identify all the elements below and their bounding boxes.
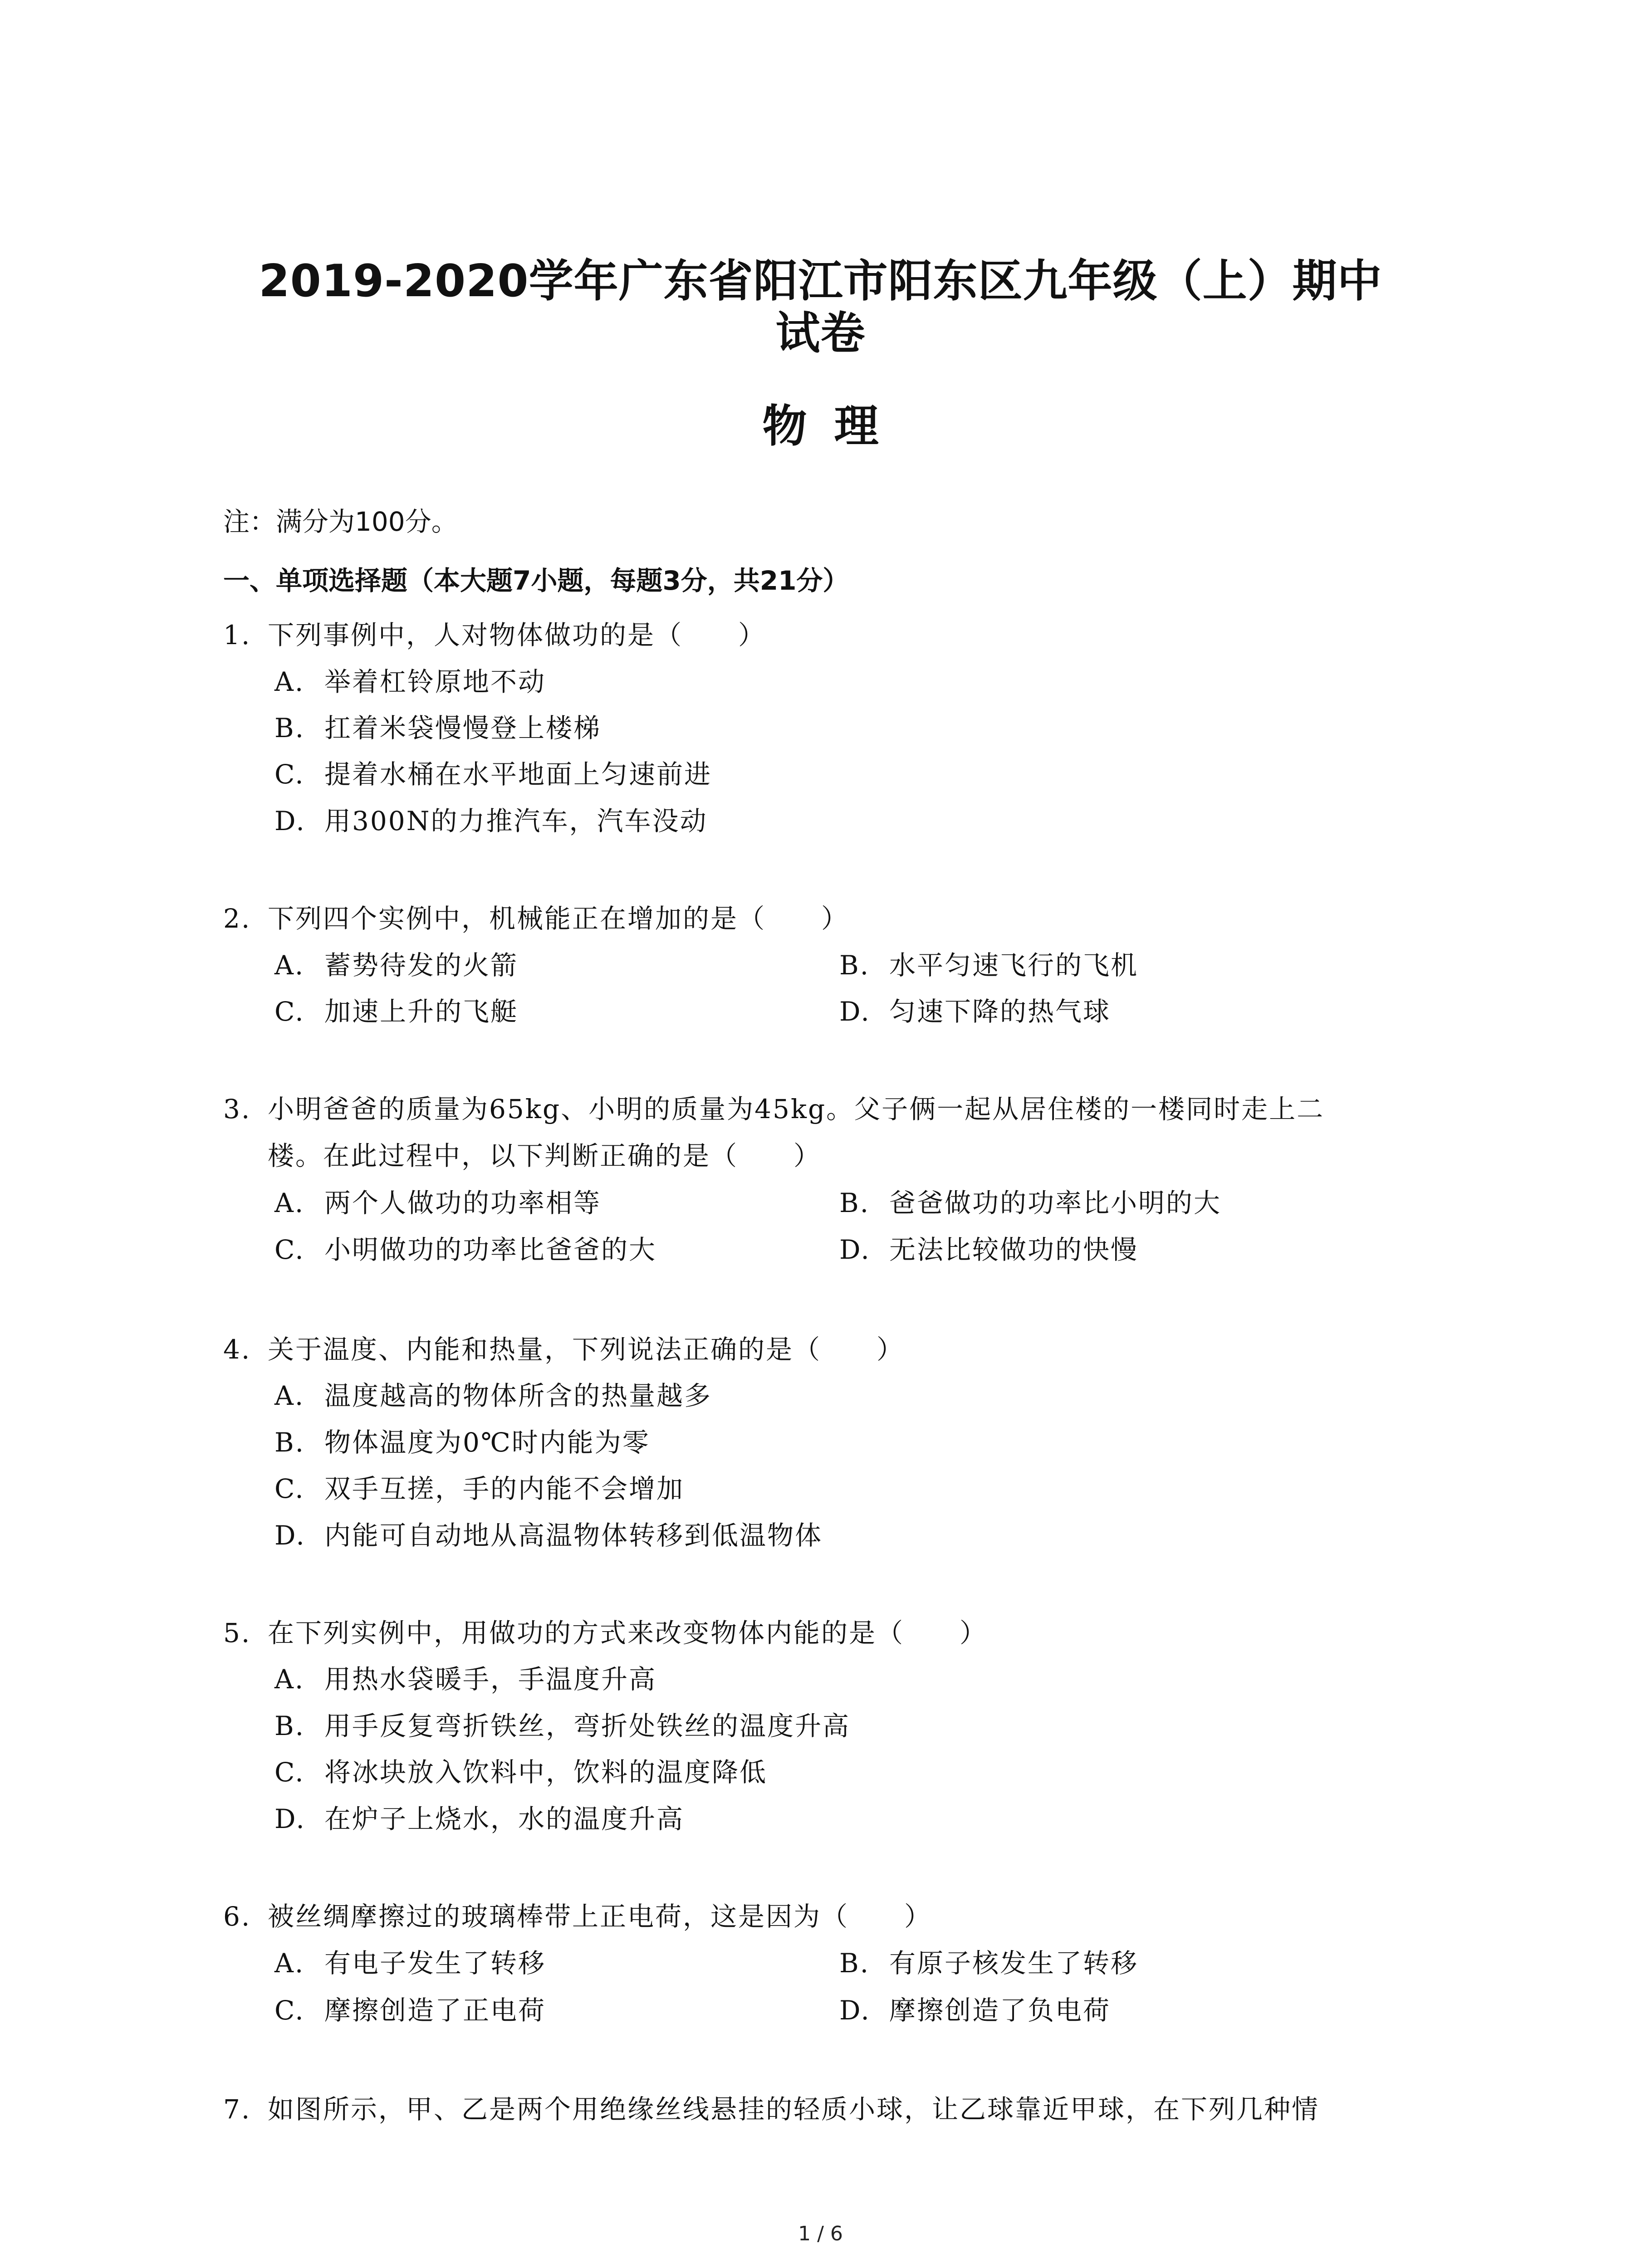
option — [274, 710, 601, 746]
exam-title: 2019-2020学年广东省阳江市阳东区九年级（上）期中 — [259, 255, 1382, 307]
option-letter: C. — [274, 1995, 305, 2026]
option-letter: A. — [274, 1188, 305, 1218]
option-text: 摩擦创造了正电荷 — [324, 1995, 546, 2026]
question-number: 7. — [223, 2094, 251, 2125]
question-stem — [223, 1331, 904, 1368]
question-stem — [223, 2091, 1319, 2127]
option-text: 在炉子上烧水，水的温度升高 — [324, 1804, 685, 1834]
subject-heading: 物理 — [762, 401, 906, 452]
option — [274, 664, 546, 700]
option — [274, 1185, 601, 1221]
option-letter: D. — [839, 1234, 871, 1265]
option-text: 物体温度为0℃时内能为零 — [324, 1427, 650, 1458]
option-letter: B. — [839, 1948, 870, 1979]
option-text: 加速上升的飞艇 — [324, 996, 519, 1027]
option-text: 用热水袋暖手，手温度升高 — [324, 1664, 657, 1695]
question-stem — [223, 1091, 1324, 1127]
option-letter: D. — [839, 1995, 871, 2026]
option — [274, 1471, 684, 1507]
exam-title-continued: 试卷 — [775, 308, 866, 359]
option — [274, 947, 518, 983]
option-text: 扛着米袋慢慢登上楼梯 — [324, 713, 602, 743]
question-stem — [223, 1615, 987, 1651]
option — [839, 1232, 1138, 1268]
option-text: 举着杠铃原地不动 — [324, 666, 546, 697]
option-text: 水平匀速飞行的飞机 — [889, 950, 1139, 981]
option-letter: A. — [274, 1380, 305, 1411]
question-stem — [223, 617, 766, 653]
option-text: 将冰块放入饮料中，饮料的温度降低 — [324, 1757, 768, 1788]
option-text: 两个人做功的功率相等 — [324, 1188, 602, 1218]
option-letter: A. — [274, 666, 305, 697]
option — [274, 1378, 712, 1414]
score-note: 注：满分为100分。 — [223, 506, 458, 537]
option-text: 有原子核发生了转移 — [889, 1948, 1139, 1979]
option-letter: D. — [274, 1804, 306, 1834]
option-text: 爸爸做功的功率比小明的大 — [889, 1188, 1222, 1218]
option-letter: C. — [274, 759, 305, 790]
option — [274, 1232, 656, 1268]
option — [274, 803, 707, 839]
option-letter: C. — [274, 1757, 305, 1788]
option-text: 用300N的力推汽车，汽车没动 — [324, 806, 708, 836]
option — [274, 1801, 684, 1837]
option-letter: C. — [274, 1234, 305, 1265]
option-letter: B. — [274, 713, 305, 743]
page-number: 1 / 6 — [798, 2222, 843, 2245]
option-text: 蓄势待发的火箭 — [324, 950, 519, 981]
question-number: 6. — [223, 1901, 251, 1932]
option-letter: D. — [839, 996, 871, 1027]
option-text: 有电子发生了转移 — [324, 1948, 546, 1979]
option — [274, 1661, 656, 1697]
option — [274, 1754, 767, 1790]
option-letter: B. — [274, 1711, 305, 1741]
option-letter: A. — [274, 1948, 305, 1979]
question-text: 小明爸爸的质量为65kg、小明的质量为45kg。父子俩一起从居住楼的一楼同时走上二 — [268, 1094, 1325, 1124]
option-text: 温度越高的物体所含的热量越多 — [324, 1380, 712, 1411]
option — [274, 1945, 546, 1981]
option-letter: B. — [839, 1188, 870, 1218]
option-letter: C. — [274, 996, 305, 1027]
question-stem — [223, 1898, 932, 1935]
option-letter: D. — [274, 806, 306, 836]
option-text: 小明做功的功率比爸爸的大 — [324, 1234, 657, 1265]
option — [274, 756, 712, 792]
option-text: 提着水桶在水平地面上匀速前进 — [324, 759, 712, 790]
question-number: 2. — [223, 903, 251, 934]
option-letter: B. — [274, 1427, 305, 1458]
option-letter: A. — [274, 950, 305, 981]
question-text: 下列事例中，人对物体做功的是（ ） — [268, 620, 766, 650]
option-letter: A. — [274, 1664, 305, 1695]
option — [274, 1517, 823, 1554]
question-text: 关于温度、内能和热量，下列说法正确的是（ ） — [268, 1334, 905, 1365]
question-text: 如图所示，甲、乙是两个用绝缘丝线悬挂的轻质小球，让乙球靠近甲球，在下列几种情 — [268, 2094, 1320, 2125]
option-text: 双手互搓，手的内能不会增加 — [324, 1473, 685, 1504]
option — [274, 1992, 546, 2028]
question-text: 被丝绸摩擦过的玻璃棒带上正电荷，这是因为（ ） — [268, 1901, 932, 1932]
option — [839, 993, 1111, 1030]
question-stem — [223, 900, 849, 937]
option — [274, 993, 518, 1030]
option-letter: D. — [274, 1520, 306, 1551]
option-text: 用手反复弯折铁丝，弯折处铁丝的温度升高 — [324, 1711, 851, 1741]
question-number: 4. — [223, 1334, 251, 1365]
option-letter: C. — [274, 1473, 305, 1504]
section-heading: 一、单项选择题（本大题7小题，每题3分，共21分） — [223, 565, 849, 596]
question-text-continued: 楼。在此过程中，以下判断正确的是（ ） — [268, 1140, 822, 1171]
option-letter: B. — [839, 950, 870, 981]
option-text: 内能可自动地从高温物体转移到低温物体 — [324, 1520, 823, 1551]
option — [839, 947, 1138, 983]
option-text: 摩擦创造了负电荷 — [889, 1995, 1111, 2026]
option — [839, 1185, 1221, 1221]
question-number: 3. — [223, 1094, 251, 1124]
option — [274, 1708, 850, 1744]
option — [274, 1424, 650, 1461]
question-number: 5. — [223, 1618, 251, 1648]
option-text: 无法比较做功的快慢 — [889, 1234, 1139, 1265]
question-text: 下列四个实例中，机械能正在增加的是（ ） — [268, 903, 849, 934]
option — [839, 1945, 1138, 1981]
option — [839, 1992, 1111, 2028]
question-text: 在下列实例中，用做功的方式来改变物体内能的是（ ） — [268, 1618, 988, 1648]
question-number: 1. — [223, 620, 251, 650]
option-text: 匀速下降的热气球 — [889, 996, 1111, 1027]
